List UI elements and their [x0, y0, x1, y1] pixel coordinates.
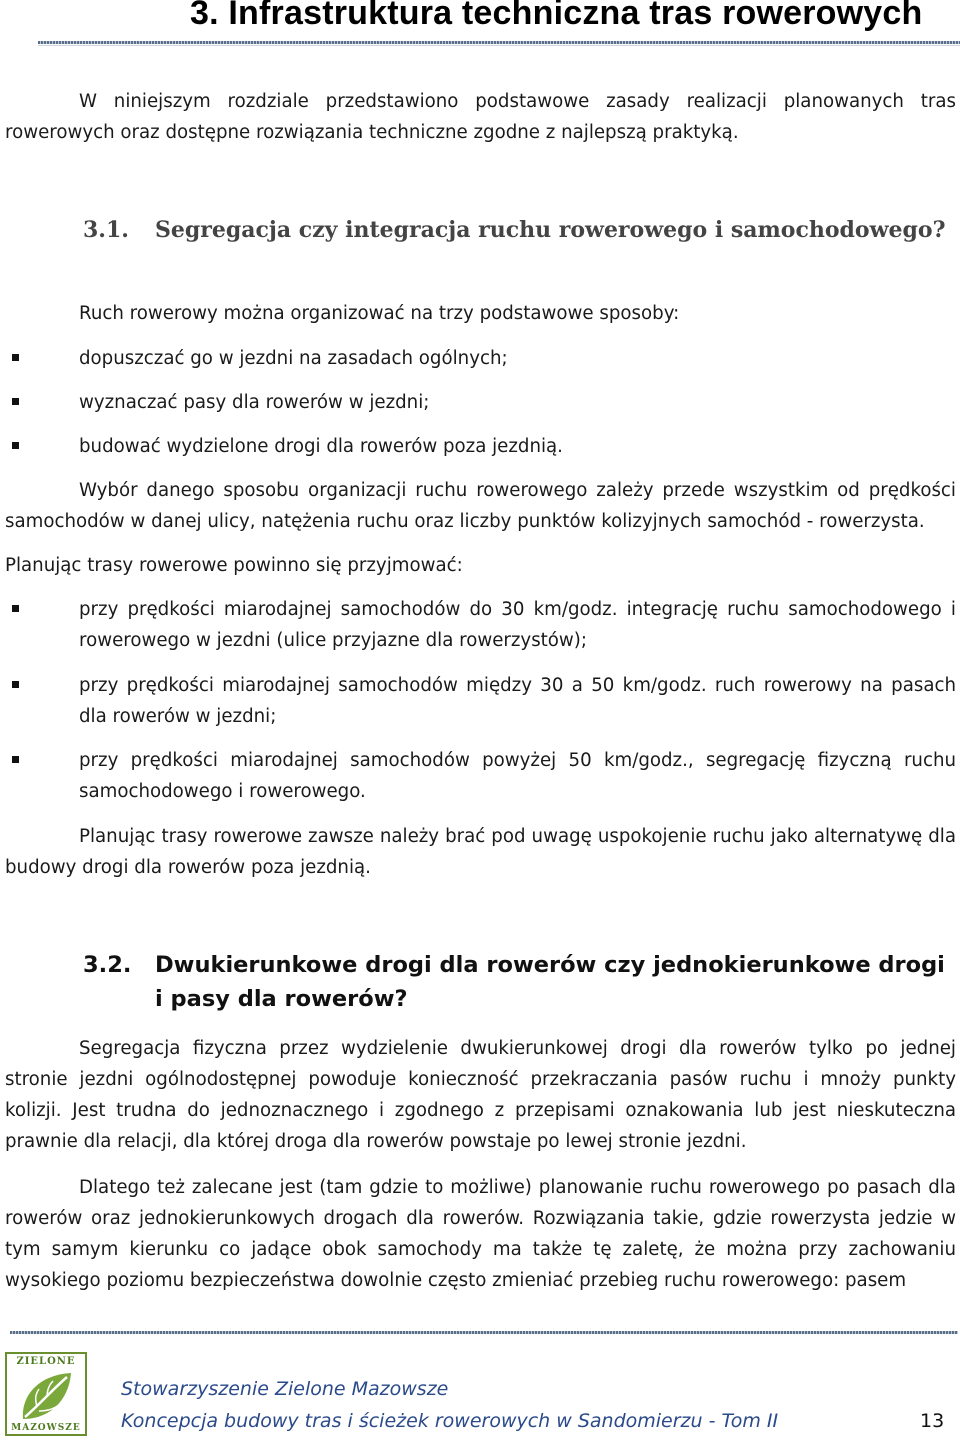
- bullet-square-icon: [12, 398, 19, 405]
- page-number: 13: [920, 1410, 945, 1432]
- calming-paragraph: Planując trasy rowerowe zawsze należy brać pod uwagę uspokojenie ruchu jako alternatywę dla budowy drogi dla rowerów poza jezdnią.: [5, 826, 956, 878]
- logo-bottom-text: MAZOWSZE: [11, 1423, 81, 1433]
- header-rule-shadow: [38, 45, 960, 46]
- section-3-2-title: Dwukierunkowe drogi dla rowerów czy jednokierunkowe drogi i pasy dla rowerów?: [155, 952, 945, 1012]
- intro-paragraph: W niniejszym rozdziale przedstawiono podstawowe zasady realizacji planowanych tras rowerowych oraz dostępne rozwiązania techniczne zgodne z najlepszą praktyką.: [5, 91, 956, 143]
- logo-top-text: ZIELONE: [16, 1356, 76, 1367]
- bullet-square-icon: [12, 605, 19, 612]
- chapter-title: 3. Infrastruktura techniczna tras rowerowych: [190, 0, 923, 32]
- section-3-2-paragraph-2: Dlatego też zalecane jest (tam gdzie to możliwe) planowanie ruchu rowerowego po pasach dla rowerów oraz jednokierunkowych drogach dla rowerów. Rozwiązania takie, gdzie rowerzysta jedzie w tym samym kierunku co jadące obok samochody ma także tę zaletę, że można przy zachowaniu wysokiego poziomu bezpieczeństwa dowolnie często zmieniać przebieg ruchu rowerowego: pasem: [5, 1177, 956, 1291]
- bullet-square-icon: [12, 681, 19, 688]
- list-item-text: budować wydzielone drogi dla rowerów poza jezdnią.: [79, 436, 563, 457]
- bullet-square-icon: [12, 756, 19, 763]
- list-item-text: dopuszczać go w jezdni na zasadach ogólnych;: [79, 348, 508, 369]
- header-rule: [38, 41, 960, 44]
- list-item-text: wyznaczać pasy dla rowerów w jezdni;: [79, 392, 430, 413]
- list-item-text: przy prędkości miarodajnej samochodów powyżej 50 km/godz., segregację fizyczną ruchu samochodowego i rowerowego.: [79, 750, 956, 802]
- planning-paragraph: Planując trasy rowerowe powinno się przyjmować:: [5, 555, 463, 576]
- section-3-2-number: 3.2.: [83, 952, 132, 978]
- bullet-square-icon: [12, 354, 19, 361]
- bullet-square-icon: [12, 442, 19, 449]
- footer-rule: [10, 1331, 958, 1334]
- list-item-text: przy prędkości miarodajnej samochodów między 30 a 50 km/godz. ruch rowerowy na pasach dla rowerów w jezdni;: [79, 675, 956, 727]
- choice-paragraph: Wybór danego sposobu organizacji ruchu rowerowego zależy przede wszystkim od prędkości samochodów w danej ulicy, natężenia ruchu oraz liczby punktów kolizyjnych samochód - rowerzysta.: [5, 480, 956, 532]
- list-item-text: przy prędkości miarodajnej samochodów do 30 km/godz. integrację ruchu samochodowego i rowerowego w jezdni (ulice przyjazne dla rowerzystów);: [79, 599, 956, 651]
- section-3-2-paragraph-1: Segregacja fizyczna przez wydzielenie dwukierunkowej drogi dla rowerów tylko po jednej stronie jezdni ogólnodostępnej powoduje konieczność przekraczania pasów ruchu i mnoży punkty kolizji. Jest trudna do jednoznacznego i zgodnego z przepisami oznakowania lub jest nieskuteczna prawnie dla relacji, dla której droga dla rowerów powstaje po lewej stronie jezdni.: [5, 1038, 956, 1152]
- footer-organization: Stowarzyszenie Zielone Mazowsze: [121, 1378, 449, 1400]
- leaf-icon: [17, 1369, 75, 1423]
- section-3-1-title: Segregacja czy integracja ruchu rowerowego i samochodowego?: [155, 217, 946, 243]
- footer-document-title: Koncepcja budowy tras i ścieżek rowerowych w Sandomierzu - Tom II: [121, 1410, 779, 1432]
- section-3-1-lead: Ruch rowerowy można organizować na trzy podstawowe sposoby:: [79, 303, 680, 324]
- section-3-1-number: 3.1.: [83, 217, 129, 243]
- zielone-mazowsze-logo: [5, 1352, 87, 1436]
